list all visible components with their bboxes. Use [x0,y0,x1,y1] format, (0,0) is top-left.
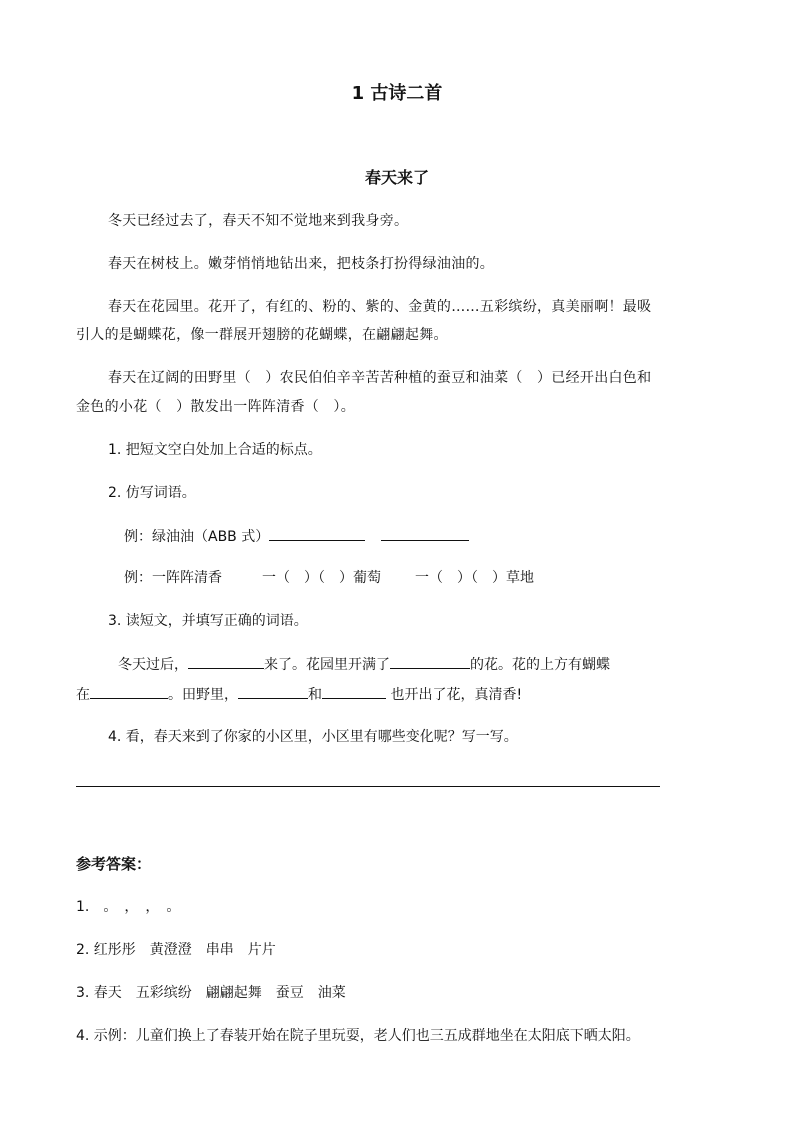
question-3-line-1 [118,654,610,675]
answer-1: 1. 。 ， ， 。 [76,899,181,915]
example-2-label: 例：一阵阵清香 [124,570,222,586]
story-title: 春天来了 [364,168,429,187]
question-2-example-2 [124,568,534,588]
q3-text: 和 [308,687,322,703]
story-paragraph-3-line-1: 春天在花园里。花开了，有红的、粉的、紫的、金黄的……五彩缤纷，真美丽啊！最吸 [108,299,652,315]
answer-blank[interactable] [381,526,469,541]
answers-heading: 参考答案： [76,855,152,873]
answer-blank[interactable] [322,684,386,699]
q3-text: 也开出了花，真清香! [386,687,523,703]
q3-text: 在 [76,687,90,703]
story-paragraph-2: 春天在树枝上。嫩芽悄悄地钻出来，把枝条打扮得绿油油的。 [108,256,495,272]
q3-text: 。田野里， [168,687,238,703]
answer-blank[interactable] [188,654,264,669]
answer-3: 3. 春天 五彩缤纷 翩翩起舞 蚕豆 油菜 [76,985,346,1001]
story-paragraph-4-line-2: 金色的小花（ ）散发出一阵阵清香（ ）。 [76,399,355,415]
q3-text: 冬天过后， [118,657,188,673]
question-2: 2. 仿写词语。 [108,485,196,501]
story-paragraph-4-line-1: 春天在辽阔的田野里（ ）农民伯伯辛辛苦苦种植的蚕豆和油菜（ ）已经开出白色和 [108,370,652,386]
question-4: 4. 看，春天来到了你家的小区里，小区里有哪些变化呢？写一写。 [108,729,518,745]
q3-text: 来了。花园里开满了 [264,657,390,673]
answer-blank[interactable] [238,684,308,699]
story-paragraph-3-line-2: 引人的是蝴蝶花，像一群展开翅膀的花蝴蝶，在翩翩起舞。 [76,327,448,343]
example-2-part-2: 一（ ）（ ）草地 [415,570,534,586]
story-paragraph-1: 冬天已经过去了，春天不知不觉地来到我身旁。 [108,213,409,229]
answer-2: 2. 红彤彤 黄澄澄 串串 片片 [76,942,276,958]
answer-blank[interactable] [390,654,470,669]
example-2-part-1: 一（ ）（ ）葡萄 [262,570,381,586]
question-2-example-1 [124,526,469,547]
page-title: 1 古诗二首 [351,83,443,104]
question-1: 1. 把短文空白处加上合适的标点。 [108,442,322,458]
q3-text: 的花。花的上方有蝴蝶 [470,657,610,673]
question-3-line-2 [76,684,522,705]
question-3: 3. 读短文，并填写正确的词语。 [108,613,308,629]
answer-blank[interactable] [90,684,168,699]
example-1-label: 例：绿油油（ABB 式） [124,529,270,545]
answer-4: 4. 示例：儿童们换上了春装开始在院子里玩耍，老人们也三五成群地坐在太阳底下晒太阳。 [76,1028,640,1044]
answer-blank[interactable] [269,526,365,541]
writing-line[interactable] [76,786,660,787]
